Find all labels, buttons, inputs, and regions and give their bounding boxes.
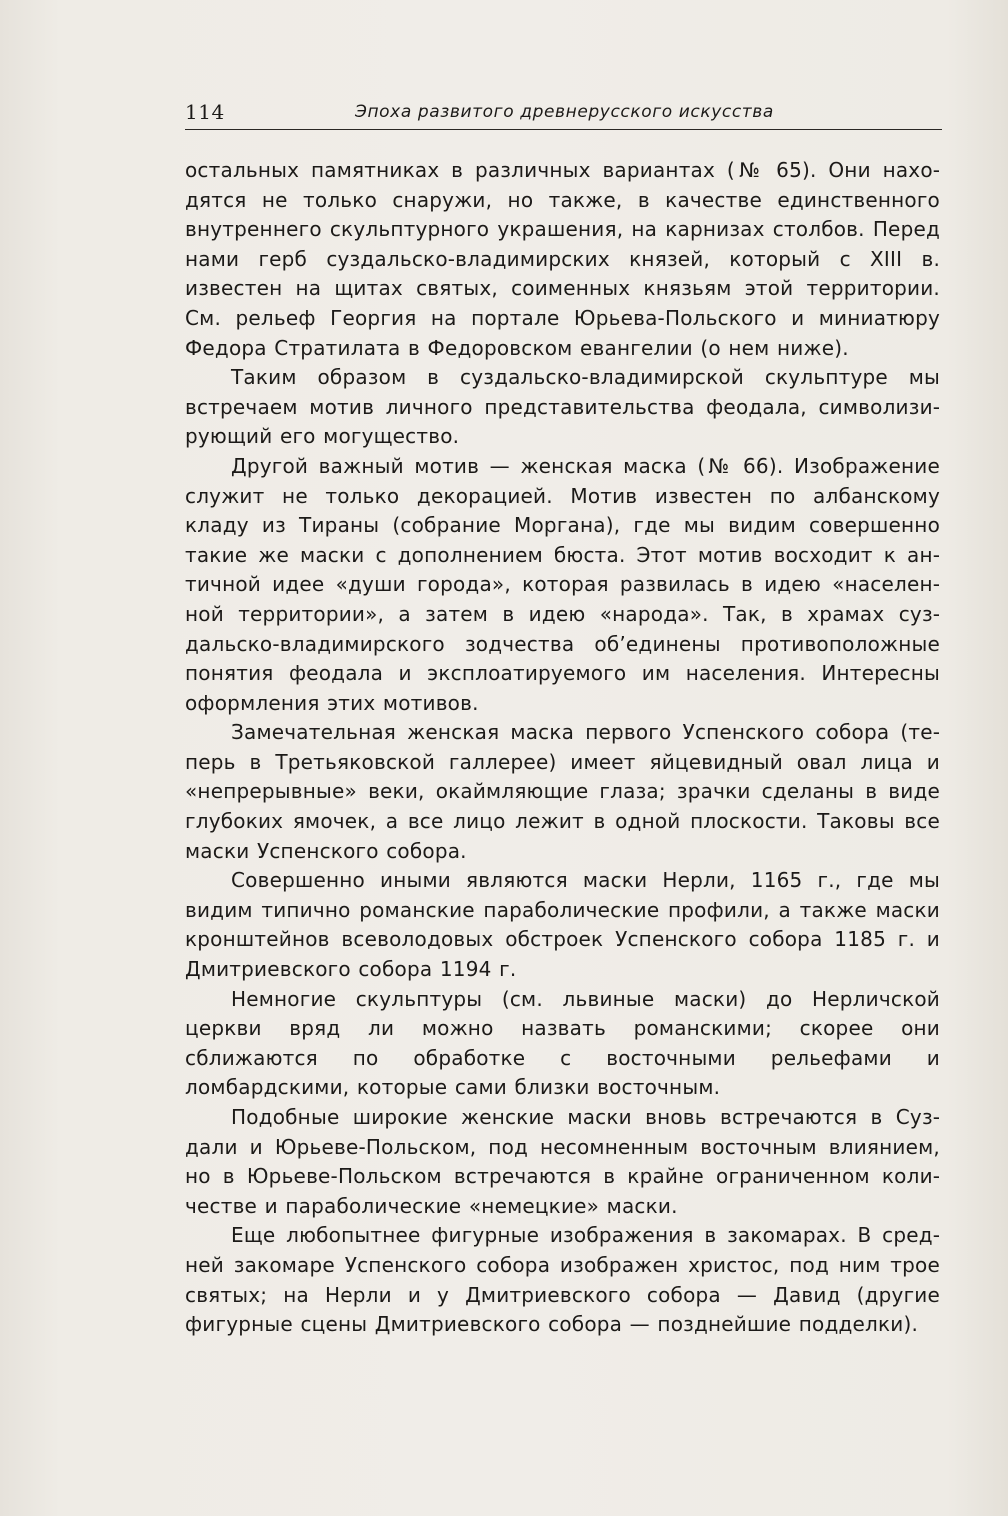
header-rule <box>185 129 942 130</box>
paragraph-5: Совершенно иными являются маски Нерли, 1165 г., где мы видим типично романские параболические профили, а также маски кронштейнов всеволодовых обстроек Успенского собора 1185 г. и Дмитриевского собора 1194 г. <box>185 868 940 982</box>
running-title: Эпоха развитого древнерусского искусства <box>355 102 774 122</box>
paragraph-3: Другой важный мотив — женская маска (№ 66). Изображение служит не только декорацией. Мотив известен по албанскому кладу из Тираны (собрание Моргана), где мы видим совершенно такие же маски с дополнением бюста. Этот мотив восходит к античной идее «души города», которая развилась в идею «населенной территории», а затем в идею «народа». Так, в храмах суздальско-владимирского зодчества об’единены противоположные понятия феодала и эксплоатируемого им населения. Интересны оформления этих мотивов. <box>185 453 940 715</box>
page-header <box>185 96 942 128</box>
paragraph-8: Еще любопытнее фигурные изображения в закомарах. В средней закомаре Успенского собора изображен христос, под ним трое святых; на Нерли и у Дмитриевского собора — Давид (другие фигурные сцены Дмитриевского собора — позднейшие подделки). <box>185 1223 940 1337</box>
paragraph-2: Таким образом в суздальско-владимирской скульптуре мы встречаем мотив личного представительства феодала, символизирующий его могущество. <box>185 365 940 449</box>
paragraph-7: Подобные широкие женские маски вновь встречаются в Суздали и Юрьеве-Польском, под несомненным восточным влиянием, но в Юрьеве-Польском встречаются в крайне ограниченном количестве и параболические «немецкие» маски. <box>185 1105 940 1218</box>
body-text <box>185 156 940 1340</box>
paragraph-1: остальных памятниках в различных вариантах (№ 65). Они находятся не только снаружи, но также, в качестве единственного внутреннего скульптурного украшения, на карнизах столбов. Перед нами герб суздальско-владимирских князей, который с XIII в. известен на щитах святых, соименных князьям этой территории. См. рельеф Георгия на портале Юрьева-Польского и миниатюру Федора Стратилата в Федоровском евангелии (о нем ниже). <box>185 158 940 360</box>
paragraph-4: Замечательная женская маска первого Успенского собора (теперь в Третьяковской галлерее) имеет яйцевидный овал лица и «непрерывные» веки, окаймляющие глаза; зрачки сделаны в виде глубоких ямочек, а все лицо лежит в одной плоскости. Таковы все маски Успенского собора. <box>185 720 940 863</box>
page-number: 114 <box>185 100 225 124</box>
paragraph-6: Немногие скульптуры (см. львиные маски) до Нерличской церкви вряд ли можно назвать романскими; скорее они сближаются по обработке с восточными рельефами и ломбардскими, которые сами близки восточным. <box>185 986 940 1100</box>
